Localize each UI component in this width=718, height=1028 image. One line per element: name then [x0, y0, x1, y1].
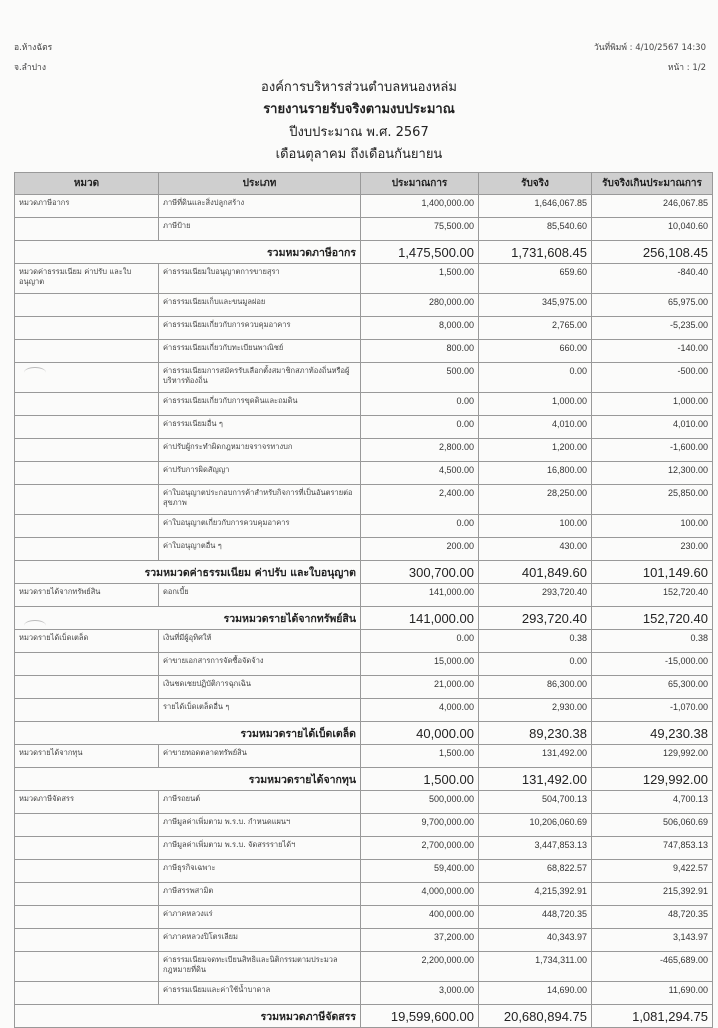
- actual-cell: 3,447,853.13: [479, 837, 592, 860]
- actual-cell: 430.00: [479, 538, 592, 561]
- diff-cell: 230.00: [592, 538, 713, 561]
- category-cell: [15, 814, 159, 837]
- diff-cell: -140.00: [592, 340, 713, 363]
- table-row: [15, 837, 713, 860]
- type-cell: ค่าธรรมเนียมการสมัครรับเลือกตั้งสมาชิกสภาท้องถิ่นหรือผู้บริหารท้องถิ่น: [159, 363, 361, 393]
- table-row: [15, 745, 713, 768]
- estimate-cell: 75,500.00: [361, 218, 479, 241]
- type-cell: ค่าธรรมเนียมจดทะเบียนสิทธิและนิติกรรมตามประมวลกฎหมายที่ดิน: [159, 952, 361, 982]
- type-cell: ค่าธรรมเนียมเกี่ยวกับทะเบียนพาณิชย์: [159, 340, 361, 363]
- estimate-cell: 2,800.00: [361, 439, 479, 462]
- type-cell: ดอกเบี้ย: [159, 584, 361, 607]
- diff-cell: -1,070.00: [592, 699, 713, 722]
- category-cell: [15, 485, 159, 515]
- diff-cell: -840.40: [592, 264, 713, 294]
- category-cell: [15, 676, 159, 699]
- report-period: เดือนตุลาคม ถึงเดือนกันยายน: [275, 147, 443, 162]
- table-row: [15, 340, 713, 363]
- actual-cell: 2,930.00: [479, 699, 592, 722]
- actual-cell: 504,700.13: [479, 791, 592, 814]
- actual-cell: 86,300.00: [479, 676, 592, 699]
- estimate-cell: 2,200,000.00: [361, 952, 479, 982]
- table-row: [15, 584, 713, 607]
- estimate-cell: 2,700,000.00: [361, 837, 479, 860]
- estimate-cell: 280,000.00: [361, 294, 479, 317]
- type-cell: ค่าใบอนุญาตอื่น ๆ: [159, 538, 361, 561]
- subtotal-estimate: 40,000.00: [361, 722, 479, 745]
- actual-cell: 1,000.00: [479, 393, 592, 416]
- actual-cell: 10,206,060.69: [479, 814, 592, 837]
- category-cell: หมวดภาษีจัดสรร: [15, 791, 159, 814]
- diff-cell: 1,000.00: [592, 393, 713, 416]
- table-row: [15, 653, 713, 676]
- estimate-cell: 59,400.00: [361, 860, 479, 883]
- diff-cell: 65,300.00: [592, 676, 713, 699]
- actual-cell: 16,800.00: [479, 462, 592, 485]
- print-date: วันที่พิมพ์ : 4/10/2567 14:30: [593, 43, 706, 53]
- table-row: [15, 860, 713, 883]
- subtotal-row: [15, 607, 713, 630]
- actual-cell: 293,720.40: [479, 584, 592, 607]
- table-row: [15, 982, 713, 1005]
- actual-cell: 68,822.57: [479, 860, 592, 883]
- category-cell: หมวดรายได้เบ็ดเตล็ด: [15, 630, 159, 653]
- subtotal-diff: 1,081,294.75: [592, 1005, 713, 1028]
- diff-cell: -465,689.00: [592, 952, 713, 982]
- col-header-category: หมวด: [15, 173, 159, 195]
- diff-cell: -15,000.00: [592, 653, 713, 676]
- type-cell: เงินที่มีผู้อุทิศให้: [159, 630, 361, 653]
- category-cell: [15, 218, 159, 241]
- table-row: [15, 363, 713, 393]
- category-cell: หมวดภาษีอากร: [15, 195, 159, 218]
- category-cell: [15, 837, 159, 860]
- type-cell: ค่าปรับการผิดสัญญา: [159, 462, 361, 485]
- organization-name: องค์การบริหารส่วนตำบลหนองหล่ม: [261, 80, 457, 95]
- category-cell: [15, 653, 159, 676]
- actual-cell: 4,215,392.91: [479, 883, 592, 906]
- diff-cell: 100.00: [592, 515, 713, 538]
- category-cell: [15, 929, 159, 952]
- actual-cell: 1,646,067.85: [479, 195, 592, 218]
- category-cell: หมวดค่าธรรมเนียม ค่าปรับ และใบอนุญาต: [15, 264, 159, 294]
- estimate-cell: 21,000.00: [361, 676, 479, 699]
- actual-cell: 345,975.00: [479, 294, 592, 317]
- category-cell: หมวดรายได้จากทรัพย์สิน: [15, 584, 159, 607]
- subtotal-diff: 152,720.40: [592, 607, 713, 630]
- diff-cell: 246,067.85: [592, 195, 713, 218]
- type-cell: ค่าธรรมเนียมอื่น ๆ: [159, 416, 361, 439]
- subtotal-label: รวมหมวดภาษีจัดสรร: [15, 1005, 361, 1028]
- diff-cell: 65,975.00: [592, 294, 713, 317]
- actual-cell: 659.60: [479, 264, 592, 294]
- table-row: [15, 317, 713, 340]
- estimate-cell: 1,400,000.00: [361, 195, 479, 218]
- diff-cell: 4,700.13: [592, 791, 713, 814]
- category-cell: [15, 860, 159, 883]
- category-cell: [15, 883, 159, 906]
- estimate-cell: 4,000.00: [361, 699, 479, 722]
- subtotal-row: [15, 241, 713, 264]
- type-cell: ภาษีรถยนต์: [159, 791, 361, 814]
- category-cell: [15, 906, 159, 929]
- subtotal-diff: 49,230.38: [592, 722, 713, 745]
- table-row: [15, 416, 713, 439]
- estimate-cell: 4,500.00: [361, 462, 479, 485]
- subtotal-estimate: 1,475,500.00: [361, 241, 479, 264]
- actual-cell: 40,343.97: [479, 929, 592, 952]
- subtotal-row: [15, 768, 713, 791]
- table-row: [15, 218, 713, 241]
- type-cell: เงินชดเชยปฏิบัติการฉุกเฉิน: [159, 676, 361, 699]
- diff-cell: 152,720.40: [592, 584, 713, 607]
- table-row: [15, 791, 713, 814]
- district-label: อ.ห้างฉัตร: [14, 43, 53, 53]
- type-cell: ภาษีธุรกิจเฉพาะ: [159, 860, 361, 883]
- report-title: รายงานรายรับจริงตามงบประมาณ: [263, 102, 455, 117]
- subtotal-label: รวมหมวดรายได้จากทุน: [15, 768, 361, 791]
- category-cell: [15, 393, 159, 416]
- estimate-cell: 8,000.00: [361, 317, 479, 340]
- diff-cell: -500.00: [592, 363, 713, 393]
- category-cell: [15, 317, 159, 340]
- diff-cell: 506,060.69: [592, 814, 713, 837]
- type-cell: ค่าภาคหลวงปิโตรเลียม: [159, 929, 361, 952]
- table-row: [15, 883, 713, 906]
- subtotal-actual: 401,849.60: [479, 561, 592, 584]
- actual-cell: 85,540.60: [479, 218, 592, 241]
- estimate-cell: 0.00: [361, 393, 479, 416]
- subtotal-row: [15, 1005, 713, 1028]
- table-row: [15, 699, 713, 722]
- category-cell: [15, 538, 159, 561]
- subtotal-row: [15, 722, 713, 745]
- subtotal-estimate: 19,599,600.00: [361, 1005, 479, 1028]
- table-row: [15, 630, 713, 653]
- type-cell: ภาษีมูลค่าเพิ่มตาม พ.ร.บ. กำหนดแผนฯ: [159, 814, 361, 837]
- table-row: [15, 929, 713, 952]
- page-number: หน้า : 1/2: [667, 63, 706, 73]
- col-header-type: ประเภท: [159, 173, 361, 195]
- type-cell: ค่าใบอนุญาตประกอบการค้าสำหรับกิจการที่เป็นอันตรายต่อสุขภาพ: [159, 485, 361, 515]
- table-row: [15, 515, 713, 538]
- diff-cell: -5,235.00: [592, 317, 713, 340]
- estimate-cell: 200.00: [361, 538, 479, 561]
- table-row: [15, 906, 713, 929]
- subtotal-actual: 20,680,894.75: [479, 1005, 592, 1028]
- subtotal-estimate: 300,700.00: [361, 561, 479, 584]
- category-cell: [15, 515, 159, 538]
- province-label: จ.ลำปาง: [14, 63, 46, 73]
- category-cell: [15, 952, 159, 982]
- category-cell: [15, 416, 159, 439]
- diff-cell: 4,010.00: [592, 416, 713, 439]
- type-cell: ภาษีสรรพสามิต: [159, 883, 361, 906]
- diff-cell: 10,040.60: [592, 218, 713, 241]
- actual-cell: 1,200.00: [479, 439, 592, 462]
- table-row: [15, 393, 713, 416]
- actual-cell: 2,765.00: [479, 317, 592, 340]
- subtotal-label: รวมหมวดภาษีอากร: [15, 241, 361, 264]
- type-cell: ค่าธรรมเนียมและค่าใช้น้ำบาดาล: [159, 982, 361, 1005]
- subtotal-diff: 101,149.60: [592, 561, 713, 584]
- diff-cell: -1,600.00: [592, 439, 713, 462]
- category-cell: [15, 294, 159, 317]
- diff-cell: 215,392.91: [592, 883, 713, 906]
- actual-cell: 1,734,311.00: [479, 952, 592, 982]
- table-row: [15, 264, 713, 294]
- actual-cell: 0.00: [479, 653, 592, 676]
- estimate-cell: 37,200.00: [361, 929, 479, 952]
- type-cell: รายได้เบ็ดเตล็ดอื่น ๆ: [159, 699, 361, 722]
- table-row: [15, 195, 713, 218]
- subtotal-diff: 256,108.45: [592, 241, 713, 264]
- diff-cell: 11,690.00: [592, 982, 713, 1005]
- subtotal-actual: 293,720.40: [479, 607, 592, 630]
- table-row: [15, 294, 713, 317]
- actual-cell: 448,720.35: [479, 906, 592, 929]
- subtotal-label: รวมหมวดรายได้เบ็ดเตล็ด: [15, 722, 361, 745]
- type-cell: ภาษีป้าย: [159, 218, 361, 241]
- table-row: [15, 952, 713, 982]
- estimate-cell: 3,000.00: [361, 982, 479, 1005]
- subtotal-label: รวมหมวดรายได้จากทรัพย์สิน: [15, 607, 361, 630]
- category-cell: [15, 340, 159, 363]
- estimate-cell: 1,500.00: [361, 745, 479, 768]
- table-row: [15, 462, 713, 485]
- col-header-actual: รับจริง: [479, 173, 592, 195]
- type-cell: ค่าธรรมเนียมเก็บและขนมูลฝอย: [159, 294, 361, 317]
- estimate-cell: 0.00: [361, 515, 479, 538]
- actual-cell: 4,010.00: [479, 416, 592, 439]
- scan-mark: [24, 367, 46, 378]
- estimate-cell: 500.00: [361, 363, 479, 393]
- diff-cell: 25,850.00: [592, 485, 713, 515]
- revenue-table: [14, 172, 713, 1028]
- estimate-cell: 141,000.00: [361, 584, 479, 607]
- subtotal-actual: 131,492.00: [479, 768, 592, 791]
- table-row: [15, 485, 713, 515]
- diff-cell: 48,720.35: [592, 906, 713, 929]
- table-header-row: [15, 173, 713, 195]
- actual-cell: 0.38: [479, 630, 592, 653]
- diff-cell: 129,992.00: [592, 745, 713, 768]
- category-cell: [15, 982, 159, 1005]
- subtotal-diff: 129,992.00: [592, 768, 713, 791]
- estimate-cell: 2,400.00: [361, 485, 479, 515]
- estimate-cell: 9,700,000.00: [361, 814, 479, 837]
- scan-mark: [24, 620, 46, 631]
- estimate-cell: 15,000.00: [361, 653, 479, 676]
- actual-cell: 131,492.00: [479, 745, 592, 768]
- subtotal-actual: 1,731,608.45: [479, 241, 592, 264]
- estimate-cell: 4,000,000.00: [361, 883, 479, 906]
- diff-cell: 0.38: [592, 630, 713, 653]
- estimate-cell: 0.00: [361, 630, 479, 653]
- estimate-cell: 800.00: [361, 340, 479, 363]
- diff-cell: 3,143.97: [592, 929, 713, 952]
- type-cell: ค่าขายเอกสารการจัดซื้อจัดจ้าง: [159, 653, 361, 676]
- category-cell: [15, 462, 159, 485]
- estimate-cell: 500,000.00: [361, 791, 479, 814]
- estimate-cell: 1,500.00: [361, 264, 479, 294]
- table-row: [15, 538, 713, 561]
- actual-cell: 14,690.00: [479, 982, 592, 1005]
- actual-cell: 100.00: [479, 515, 592, 538]
- type-cell: ค่าขายทอดตลาดทรัพย์สิน: [159, 745, 361, 768]
- fiscal-year: ปีงบประมาณ พ.ศ. 2567: [289, 125, 429, 140]
- type-cell: ค่าใบอนุญาตเกี่ยวกับการควบคุมอาคาร: [159, 515, 361, 538]
- type-cell: ค่าธรรมเนียมใบอนุญาตการขายสุรา: [159, 264, 361, 294]
- estimate-cell: 0.00: [361, 416, 479, 439]
- subtotal-label: รวมหมวดค่าธรรมเนียม ค่าปรับ และใบอนุญาต: [15, 561, 361, 584]
- type-cell: ค่าธรรมเนียมเกี่ยวกับการขุดดินและถมดิน: [159, 393, 361, 416]
- actual-cell: 660.00: [479, 340, 592, 363]
- estimate-cell: 400,000.00: [361, 906, 479, 929]
- table-row: [15, 814, 713, 837]
- diff-cell: 9,422.57: [592, 860, 713, 883]
- type-cell: ค่าปรับผู้กระทำผิดกฎหมายจราจรทางบก: [159, 439, 361, 462]
- subtotal-actual: 89,230.38: [479, 722, 592, 745]
- subtotal-estimate: 141,000.00: [361, 607, 479, 630]
- diff-cell: 747,853.13: [592, 837, 713, 860]
- diff-cell: 12,300.00: [592, 462, 713, 485]
- category-cell: [15, 699, 159, 722]
- type-cell: ภาษีที่ดินและสิ่งปลูกสร้าง: [159, 195, 361, 218]
- table-row: [15, 439, 713, 462]
- table-body: [15, 195, 713, 1028]
- subtotal-row: [15, 561, 713, 584]
- col-header-over-estimate: รับจริงเกินประมาณการ: [592, 173, 713, 195]
- col-header-estimate: ประมาณการ: [361, 173, 479, 195]
- table-row: [15, 676, 713, 699]
- actual-cell: 0.00: [479, 363, 592, 393]
- category-cell: หมวดรายได้จากทุน: [15, 745, 159, 768]
- category-cell: [15, 439, 159, 462]
- type-cell: ภาษีมูลค่าเพิ่มตาม พ.ร.บ. จัดสรรรายได้ฯ: [159, 837, 361, 860]
- subtotal-estimate: 1,500.00: [361, 768, 479, 791]
- actual-cell: 28,250.00: [479, 485, 592, 515]
- type-cell: ค่าภาคหลวงแร่: [159, 906, 361, 929]
- type-cell: ค่าธรรมเนียมเกี่ยวกับการควบคุมอาคาร: [159, 317, 361, 340]
